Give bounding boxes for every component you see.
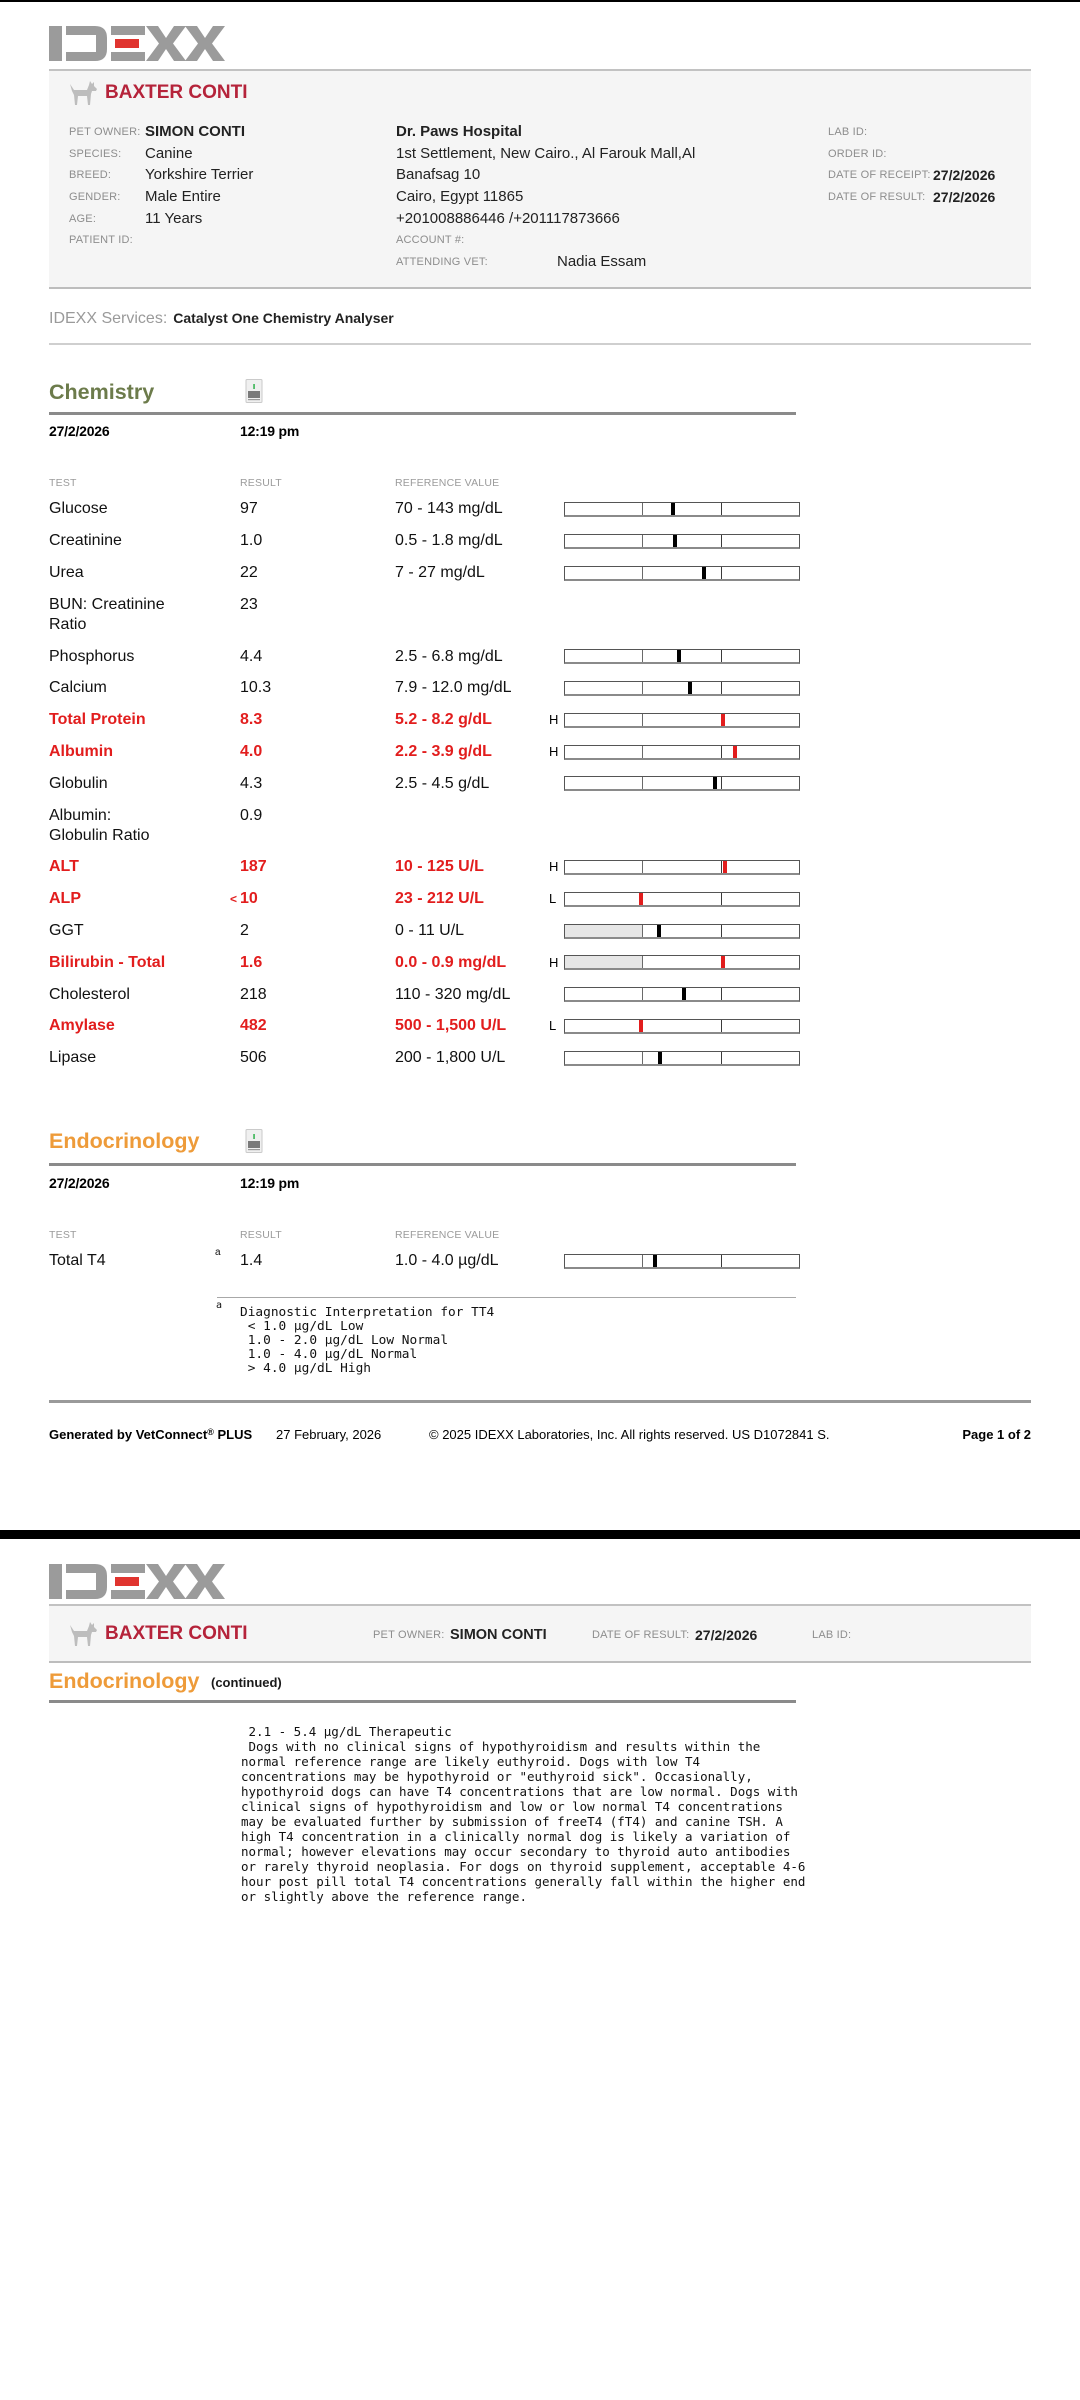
- column-header-test: TEST: [49, 1229, 77, 1241]
- result-value: 1.4: [240, 1251, 263, 1269]
- gender-value: Male Entire: [145, 187, 221, 205]
- plus-text: PLUS: [217, 1427, 253, 1442]
- flag-indicator: H: [549, 859, 559, 875]
- pet-owner-value: SIMON CONTI: [145, 123, 245, 140]
- interpretation-line: high T4 concentration in a clinically normal dog is likely a variation of: [241, 1828, 791, 1844]
- test-name: GGT: [49, 922, 84, 940]
- gauge-above-range-segment: [721, 535, 799, 547]
- gauge-above-range-segment: [721, 682, 799, 694]
- interpretation-line: Dogs with no clinical signs of hypothyroidism and results within the: [241, 1738, 761, 1754]
- range-gauge: [564, 776, 800, 791]
- result-value: 482: [240, 1017, 267, 1035]
- gauge-above-range-segment: [721, 861, 799, 873]
- gauge-marker: [702, 567, 706, 579]
- footnote-line: < 1.0 µg/dL Low: [240, 1318, 364, 1334]
- account-label: ACCOUNT #:: [396, 234, 465, 246]
- idexx-services: [49, 307, 394, 330]
- gauge-marker: [653, 1255, 657, 1267]
- footnote-text: [240, 1306, 494, 1376]
- clinic-phone: +201008886446 /+201117873666: [396, 209, 620, 227]
- species-value: Canine: [145, 144, 193, 162]
- footnote-line: Diagnostic Interpretation for TT4: [240, 1305, 495, 1320]
- test-name: Albumin: [49, 743, 113, 761]
- interpretation-line: normal; however elevations may occur secondary to thyroid auto antibodies: [241, 1843, 791, 1859]
- range-gauge: [564, 681, 800, 696]
- flag-indicator: H: [549, 954, 559, 970]
- interpretation-line: clinical signs of hypothyroidism and low or low normal T4 concentrations: [241, 1798, 783, 1814]
- range-gauge: [564, 502, 800, 517]
- result-row: [0, 915, 1080, 947]
- interpretation-line: may be evaluated further by submission of freeT4 (fT4) and canine TSH. A: [241, 1813, 783, 1829]
- column-header-result: RESULT: [240, 1229, 282, 1241]
- result-value: 0.9: [240, 806, 263, 824]
- result-value: 506: [240, 1049, 267, 1067]
- gauge-above-range-segment: [721, 650, 799, 662]
- endocrinology-title: Endocrinology: [49, 1669, 200, 1693]
- range-gauge: [564, 566, 800, 581]
- copyright: © 2025 IDEXX Laboratories, Inc. All rights reserved. US D1072841 S.: [429, 1427, 830, 1442]
- range-gauge: [564, 987, 800, 1002]
- age-value: 11 Years: [145, 209, 203, 227]
- endocrinology-time: 12:19 pm: [240, 1175, 300, 1191]
- gauge-normal-range-segment: [643, 861, 721, 873]
- column-header-result: RESULT: [240, 477, 282, 489]
- range-gauge: [564, 892, 800, 907]
- services-label: IDEXX Services:: [49, 310, 168, 327]
- flag-indicator: H: [549, 712, 559, 728]
- gauge-below-range-segment: [565, 567, 643, 579]
- chemistry-title: Chemistry: [49, 380, 155, 404]
- result-row: [0, 979, 1080, 1011]
- reference-range: 500 - 1,500 U/L: [395, 1017, 507, 1035]
- result-row: [0, 768, 1080, 800]
- pet-owner-label: PET OWNER:: [373, 1629, 445, 1641]
- gauge-below-range-segment: [565, 956, 643, 968]
- test-name: Albumin: Globulin Ratio: [49, 806, 150, 844]
- result-value: 187: [240, 858, 267, 876]
- result-row: [0, 883, 1080, 915]
- gauge-normal-range-segment: [643, 1052, 721, 1064]
- gauge-normal-range-segment: [643, 893, 721, 905]
- result-value: 218: [240, 985, 267, 1003]
- range-gauge: [564, 924, 800, 939]
- column-header-reference: REFERENCE VALUE: [395, 477, 500, 489]
- result-row: [0, 852, 1080, 884]
- attending-vet-value: Nadia Essam: [557, 253, 647, 270]
- reference-range: 1.0 - 4.0 µg/dL: [395, 1251, 499, 1269]
- clinic-address-line: Banafsag 10: [396, 166, 481, 183]
- gauge-above-range-segment: [721, 1020, 799, 1032]
- patient-name: BAXTER CONTI: [105, 1623, 248, 1644]
- gauge-normal-range-segment: [643, 650, 721, 662]
- gauge-marker: [673, 535, 677, 547]
- gauge-below-range-segment: [565, 988, 643, 1000]
- gauge-above-range-segment: [721, 714, 799, 726]
- pet-owner-label: PET OWNER:: [69, 126, 141, 138]
- gauge-marker: [721, 714, 725, 726]
- idexx-logo: [49, 26, 225, 61]
- services-value: Catalyst One Chemistry Analyser: [173, 310, 394, 326]
- gauge-marker: [639, 893, 643, 905]
- generated-by: [49, 1425, 252, 1445]
- result-value: 22: [240, 564, 258, 582]
- test-name: Cholesterol: [49, 985, 130, 1003]
- lab-id-label: LAB ID:: [812, 1629, 852, 1641]
- result-value: 10.3: [240, 679, 272, 697]
- interpretation-line: 2.1 - 5.4 µg/dL Therapeutic: [241, 1723, 452, 1739]
- gauge-below-range-segment: [565, 650, 643, 662]
- gauge-below-range-segment: [565, 1255, 643, 1267]
- date-of-receipt-label: DATE OF RECEIPT:: [828, 169, 931, 181]
- gauge-normal-range-segment: [643, 567, 721, 579]
- generated-by-text: Generated by VetConnect: [49, 1427, 208, 1442]
- result-row: [0, 525, 1080, 557]
- range-gauge: [564, 955, 800, 970]
- gauge-below-range-segment: [565, 861, 643, 873]
- idexx-logo: [49, 1564, 225, 1599]
- column-header-reference: REFERENCE VALUE: [395, 1229, 500, 1241]
- result-prefix: <: [229, 892, 237, 907]
- date-of-result-value: 27/2/2026: [695, 1627, 758, 1643]
- date-of-result-value: 27/2/2026: [933, 188, 996, 205]
- gauge-below-range-segment: [565, 1052, 643, 1064]
- footnote-line: 1.0 - 2.0 µg/dL Low Normal: [240, 1332, 449, 1348]
- analyzer-icon: [245, 1129, 263, 1153]
- chemistry-results: [0, 494, 1080, 1075]
- reference-range: 7.9 - 12.0 mg/dL: [395, 679, 512, 697]
- test-name: BUN: Creatinine Ratio: [49, 595, 165, 633]
- species-label: SPECIES:: [69, 147, 122, 160]
- result-row: [0, 1245, 1080, 1277]
- gauge-marker: [658, 1052, 662, 1064]
- result-value: 2: [240, 922, 249, 940]
- test-name: Urea: [49, 564, 84, 582]
- test-name: ALP: [49, 890, 81, 908]
- analyzer-icon: [245, 379, 263, 403]
- gauge-below-range-segment: [565, 893, 643, 905]
- interpretation-line: concentrations may be hypothyroid or "euthyroid sick". Occasionally,: [241, 1768, 753, 1784]
- gauge-above-range-segment: [721, 1052, 799, 1064]
- gauge-below-range-segment: [565, 503, 643, 515]
- order-id-label: ORDER ID:: [828, 147, 887, 160]
- section-divider: [49, 1163, 796, 1166]
- test-name: Bilirubin - Total: [49, 953, 166, 971]
- gauge-marker: [723, 861, 727, 873]
- gender-label: GENDER:: [69, 190, 121, 203]
- test-name: Globulin: [49, 774, 108, 792]
- attending-vet-label: ATTENDING VET:: [396, 256, 488, 268]
- interpretation-line: hypothyroid dogs can have T4 concentrations that are low normal. Dogs with: [241, 1783, 798, 1799]
- interpretation-line: or slightly above the reference range.: [241, 1888, 527, 1904]
- breed-value: Yorkshire Terrier: [145, 166, 254, 183]
- gauge-marker: [657, 925, 661, 937]
- gauge-above-range-segment: [721, 777, 799, 789]
- test-name: Amylase: [49, 1017, 115, 1035]
- gauge-above-range-segment: [721, 567, 799, 579]
- flag-indicator: H: [549, 744, 559, 760]
- reference-range: 5.2 - 8.2 g/dL: [395, 711, 492, 729]
- clinic-address-line: 1st Settlement, New Cairo., Al Farouk Mall,Al: [396, 144, 696, 162]
- test-name: Calcium: [49, 679, 107, 697]
- test-name: ALT: [49, 858, 79, 876]
- test-name: Total T4: [49, 1251, 106, 1269]
- gauge-normal-range-segment: [643, 682, 721, 694]
- footnote-line: 1.0 - 4.0 µg/dL Normal: [240, 1346, 418, 1362]
- interpretation-line: hour post pill total T4 concentrations generally fall within the higher end: [241, 1873, 806, 1889]
- registered-mark: ®: [207, 1427, 214, 1437]
- gauge-marker: [721, 956, 725, 968]
- result-value: 1.0: [240, 532, 263, 550]
- top-edge: [0, 0, 1080, 2]
- age-label: AGE:: [69, 212, 97, 225]
- range-gauge: [564, 1051, 800, 1066]
- gauge-below-range-segment: [565, 714, 643, 726]
- chemistry-date: 27/2/2026: [49, 423, 110, 439]
- test-name: Lipase: [49, 1049, 97, 1067]
- section-divider: [49, 1700, 796, 1703]
- page-number: Page 1 of 2: [962, 1427, 1031, 1442]
- gauge-above-range-segment: [721, 503, 799, 515]
- gauge-below-range-segment: [565, 682, 643, 694]
- chemistry-time: 12:19 pm: [240, 423, 300, 439]
- patient-id-label: PATIENT ID:: [69, 234, 133, 246]
- result-row: [0, 1042, 1080, 1074]
- footnote-marker: a: [216, 1300, 223, 1311]
- range-gauge: [564, 1254, 800, 1269]
- result-value: 8.3: [240, 711, 263, 729]
- continued-label: (continued): [211, 1675, 282, 1690]
- footnote-line: > 4.0 µg/dL High: [240, 1360, 371, 1376]
- range-gauge: [564, 1019, 800, 1034]
- test-name: Creatinine: [49, 532, 122, 550]
- result-value: 1.6: [240, 953, 263, 971]
- result-row: [0, 494, 1080, 526]
- reference-range: 2.5 - 6.8 mg/dL: [395, 647, 503, 665]
- test-name: Phosphorus: [49, 647, 135, 665]
- result-value: 23: [240, 595, 258, 613]
- gauge-marker: [639, 1020, 643, 1032]
- gauge-marker: [677, 650, 681, 662]
- footnote-marker: a: [215, 1247, 221, 1259]
- gauge-normal-range-segment: [643, 1020, 721, 1032]
- generated-date: 27 February, 2026: [276, 1427, 382, 1442]
- patient-name: BAXTER CONTI: [105, 82, 248, 103]
- reference-range: 10 - 125 U/L: [395, 858, 484, 876]
- range-gauge: [564, 534, 800, 549]
- clinic-address-line: Cairo, Egypt 11865: [396, 187, 524, 205]
- dog-icon: [69, 81, 97, 105]
- endocrinology-title: Endocrinology: [49, 1129, 200, 1153]
- range-gauge: [564, 745, 800, 760]
- gauge-below-range-segment: [565, 746, 643, 758]
- result-row: [0, 673, 1080, 705]
- breed-label: BREED:: [69, 169, 112, 181]
- result-value: 4.4: [240, 647, 263, 665]
- result-value: 4.3: [240, 774, 263, 792]
- interpretation-text: [241, 1724, 805, 1904]
- gauge-marker: [682, 988, 686, 1000]
- footnote-divider: [217, 1297, 796, 1298]
- date-of-receipt-value: 27/2/2026: [933, 167, 996, 183]
- reference-range: 110 - 320 mg/dL: [395, 985, 511, 1003]
- reference-range: 23 - 212 U/L: [395, 890, 484, 908]
- result-value: 97: [240, 500, 258, 518]
- gauge-normal-range-segment: [643, 925, 721, 937]
- result-row: [0, 1011, 1080, 1043]
- footer-divider: [49, 1400, 1031, 1403]
- result-value: 4.0: [240, 743, 263, 761]
- page-break: [0, 1530, 1080, 1539]
- test-name: Total Protein: [49, 711, 146, 729]
- gauge-normal-range-segment: [643, 956, 721, 968]
- gauge-normal-range-segment: [643, 714, 721, 726]
- gauge-below-range-segment: [565, 535, 643, 547]
- gauge-below-range-segment: [565, 925, 643, 937]
- gauge-marker: [688, 682, 692, 694]
- flag-indicator: L: [549, 1018, 557, 1034]
- gauge-normal-range-segment: [643, 535, 721, 547]
- reference-range: 2.2 - 3.9 g/dL: [395, 743, 492, 761]
- gauge-normal-range-segment: [643, 777, 721, 789]
- divider: [49, 343, 1031, 345]
- result-row: [0, 947, 1080, 979]
- reference-range: 200 - 1,800 U/L: [395, 1049, 506, 1067]
- reference-range: 0.5 - 1.8 mg/dL: [395, 532, 503, 550]
- gauge-above-range-segment: [721, 893, 799, 905]
- gauge-above-range-segment: [721, 956, 799, 968]
- range-gauge: [564, 649, 800, 664]
- range-gauge: [564, 713, 800, 728]
- reference-range: 2.5 - 4.5 g/dL: [395, 774, 490, 792]
- gauge-marker: [713, 777, 717, 789]
- range-gauge: [564, 860, 800, 875]
- result-row: [0, 800, 1080, 852]
- reference-range: 0 - 11 U/L: [395, 922, 465, 940]
- test-name: Glucose: [49, 500, 108, 518]
- result-row: [0, 736, 1080, 768]
- dog-icon: [69, 1622, 97, 1646]
- endocrinology-results: [0, 1245, 1080, 1277]
- result-row: [0, 641, 1080, 673]
- clinic-name: Dr. Paws Hospital: [396, 123, 522, 140]
- result-row: [0, 589, 1080, 641]
- reference-range: 7 - 27 mg/dL: [395, 564, 485, 582]
- reference-range: 0.0 - 0.9 mg/dL: [395, 953, 507, 971]
- date-of-result-label: DATE OF RESULT:: [592, 1629, 690, 1641]
- result-row: [0, 557, 1080, 589]
- lab-id-label: LAB ID:: [828, 126, 868, 138]
- gauge-above-range-segment: [721, 988, 799, 1000]
- reference-range: 70 - 143 mg/dL: [395, 500, 503, 518]
- pet-owner-value: SIMON CONTI: [450, 1627, 547, 1643]
- result-row: [0, 704, 1080, 736]
- gauge-above-range-segment: [721, 1255, 799, 1267]
- endocrinology-date: 27/2/2026: [49, 1175, 110, 1191]
- result-value: 10: [240, 890, 258, 908]
- flag-indicator: L: [549, 891, 557, 907]
- interpretation-line: normal reference range are likely euthyroid. Dogs with low T4: [241, 1753, 701, 1769]
- gauge-normal-range-segment: [643, 503, 721, 515]
- gauge-marker: [671, 503, 675, 515]
- gauge-marker: [733, 746, 737, 758]
- date-of-result-label: DATE OF RESULT:: [828, 190, 926, 203]
- gauge-above-range-segment: [721, 925, 799, 937]
- section-divider: [49, 412, 796, 415]
- interpretation-line: or rarely thyroid neoplasia. For dogs on thyroid supplement, acceptable 4-6: [241, 1858, 806, 1874]
- column-header-test: TEST: [49, 477, 77, 489]
- gauge-below-range-segment: [565, 1020, 643, 1032]
- gauge-below-range-segment: [565, 777, 643, 789]
- gauge-normal-range-segment: [643, 746, 721, 758]
